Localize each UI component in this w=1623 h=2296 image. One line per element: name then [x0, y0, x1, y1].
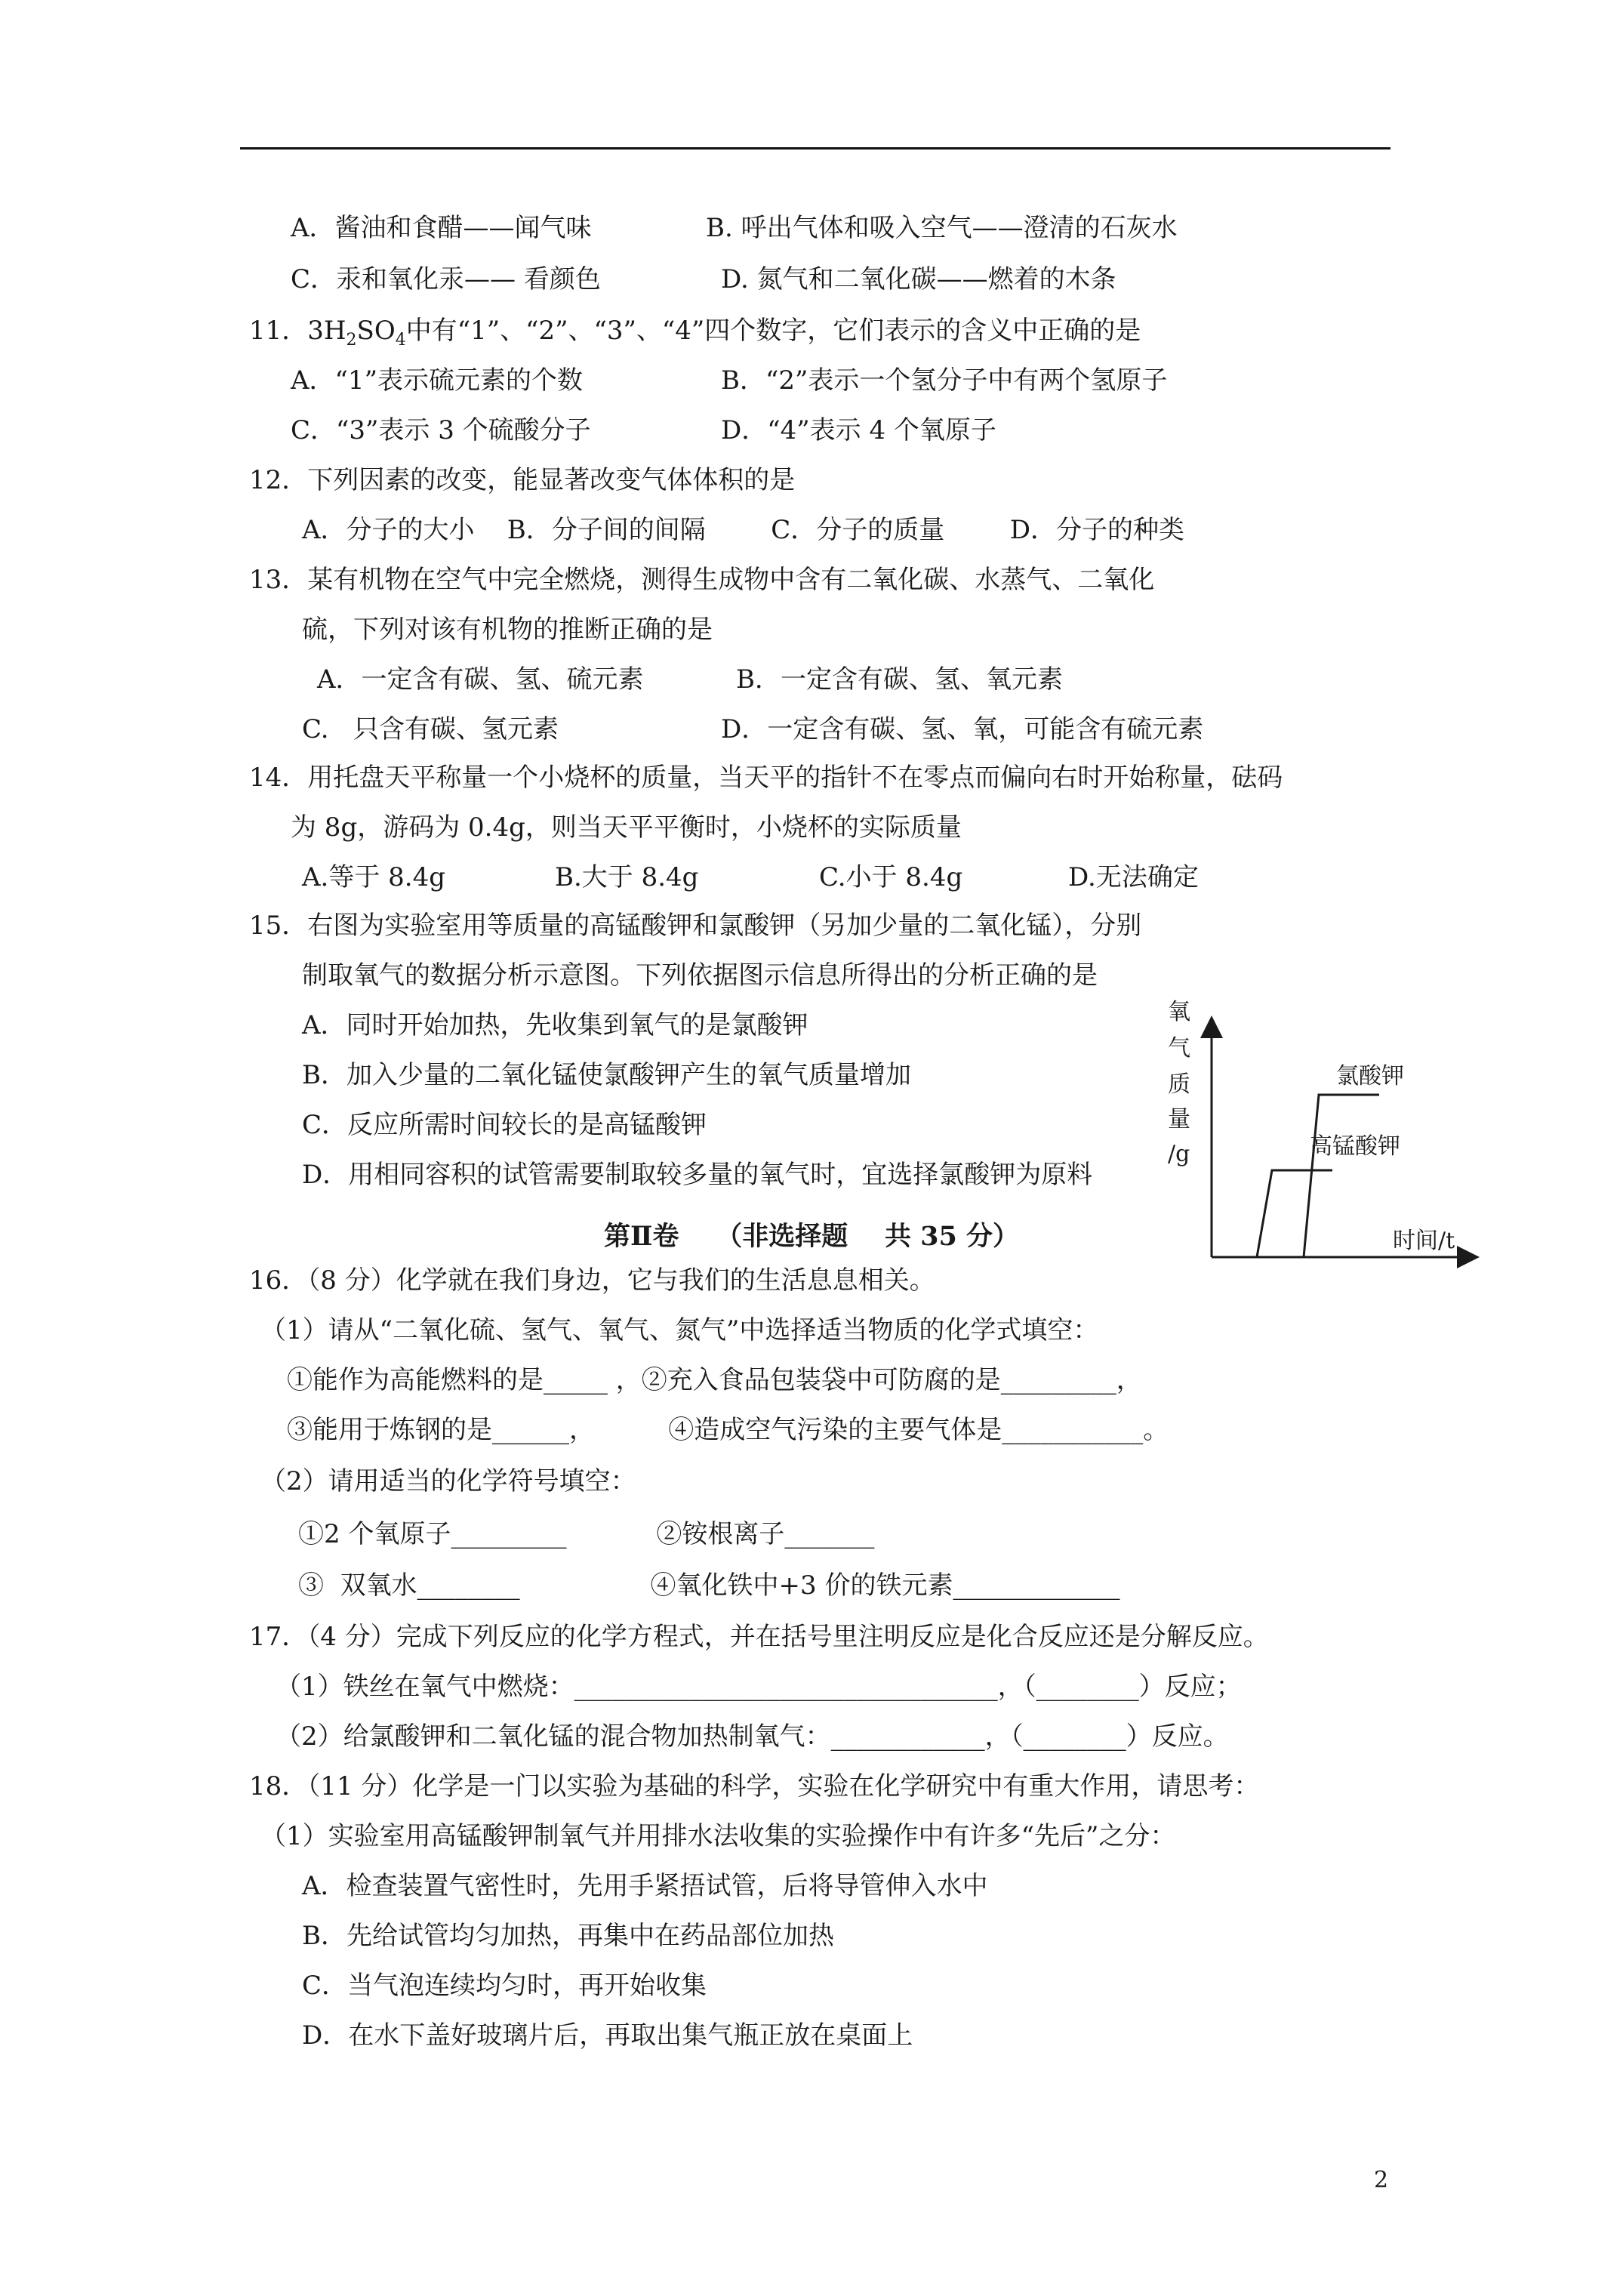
- q10-option-b: B. 呼出气体和吸入空气——澄清的石灰水: [706, 213, 1178, 243]
- y-label-char-2: 气: [1168, 1035, 1190, 1062]
- q18-part-1: （1）实验室用高锰酸钾制氧气并用排水法收集的实验操作中有许多“先后”之分：: [260, 1821, 1176, 1851]
- q18-option-d: D．在水下盖好玻璃片后，再取出集气瓶正放在桌面上: [302, 2020, 913, 2051]
- y-label-char-3: 质: [1168, 1071, 1190, 1098]
- q15-option-c: C．反应所需时间较长的是高锰酸钾: [302, 1110, 707, 1140]
- question-18: 18．（11 分）化学是一门以实验为基础的科学，实验在化学研究中有重大作用，请思考：: [249, 1771, 1260, 1801]
- q13-option-c: C. 只含有碳、氢元素: [302, 714, 559, 744]
- q15-option-d: D．用相同容积的试管需要制取较多量的氧气时，宜选择氯酸钾为原料: [302, 1160, 1093, 1190]
- x-axis-label: 时间/t: [1393, 1228, 1455, 1254]
- q16-part-2-line-a: ①2 个氧原子_________ ②铵根离子_______: [298, 1519, 875, 1549]
- q14-option-b: B.大于 8.4g: [555, 862, 699, 892]
- question-17: 17．（4 分）完成下列反应的化学方程式，并在括号里注明反应是化合反应还是分解反应。: [249, 1622, 1269, 1652]
- q11-option-b: B．“2”表示一个氢分子中有两个氢原子: [721, 365, 1168, 396]
- q16-part-1-line-a: ①能作为高能燃料的是_____ ，②充入食品包装袋中可防腐的是_________，: [287, 1365, 1142, 1395]
- y-label-char-1: 氧: [1168, 999, 1190, 1025]
- q16-part-1-line-b: ③能用于炼钢的是______， ④造成空气污染的主要气体是___________。: [287, 1415, 1169, 1445]
- section-2-title: 第Ⅱ卷 （非选择题 共 35 分）: [604, 1221, 1020, 1252]
- q16-part-2: （2）请用适当的化学符号填空：: [260, 1466, 636, 1496]
- question-13: 13．某有机物在空气中完全燃烧，测得生成物中含有二氧化碳、水蒸气、二氧化: [249, 565, 1155, 595]
- question-11: 11．$3H_2SO_4$中有“1”、“2”、“3”、“4”四个数字，它们表示的含义中正确的是: [249, 316, 1141, 350]
- question-15-cont: 制取氧气的数据分析示意图。下列依据图示信息所得出的分析正确的是: [302, 960, 1098, 991]
- q14-option-a: A.等于 8.4g: [302, 862, 446, 892]
- oxygen-mass-chart: [1159, 989, 1491, 1276]
- y-label-char-4: 量: [1168, 1106, 1190, 1133]
- question-14: 14．用托盘天平称量一个小烧杯的质量，当天平的指针不在零点而偏向右时开始称量，砝码: [249, 763, 1283, 793]
- q18-option-a: A．检查装置气密性时，先用手紧捂试管，后将导管伸入水中: [302, 1871, 988, 1901]
- question-12: 12．下列因素的改变，能显著改变气体体积的是: [249, 465, 796, 495]
- q17-part-1: （1）铁丝在氧气中燃烧：_________________________________，（________）反应；: [276, 1672, 1242, 1702]
- q13-option-d: D．一定含有碳、氢、氧，可能含有硫元素: [721, 714, 1204, 744]
- q10-option-a: A．酱油和食醋——闻气味: [291, 213, 592, 243]
- question-15: 15．右图为实验室用等质量的高锰酸钾和氯酸钾（另加少量的二氧化锰），分别: [249, 911, 1142, 941]
- q11-option-c: C．“3”表示 3 个硫酸分子: [291, 415, 591, 445]
- question-14-cont: 为 8g，游码为 0.4g，则当天平平衡时，小烧杯的实际质量: [291, 812, 962, 843]
- q18-option-b: B．先给试管均匀加热，再集中在药品部位加热: [302, 1921, 834, 1951]
- q18-option-c: C．当气泡连续均匀时，再开始收集: [302, 1971, 707, 2001]
- series-label-kclo3: 氯酸钾: [1336, 1063, 1404, 1089]
- q10-option-c: C．汞和氧化汞—— 看颜色: [291, 264, 601, 294]
- q17-part-2: （2）给氯酸钾和二氧化锰的混合物加热制氧气：____________，（________）反应。: [276, 1721, 1229, 1752]
- header-rule: [240, 147, 1390, 149]
- q13-option-b: B．一定含有碳、氢、氧元素: [736, 664, 1063, 695]
- q13-option-a: A．一定含有碳、氢、硫元素: [317, 664, 644, 695]
- q14-option-d: D.无法确定: [1068, 862, 1199, 892]
- question-16: 16．（8 分）化学就在我们身边，它与我们的生活息息相关。: [249, 1265, 935, 1296]
- q10-option-d: D. 氮气和二氧化碳——燃着的木条: [721, 264, 1116, 294]
- question-13-cont: 硫，下列对该有机物的推断正确的是: [302, 615, 713, 645]
- q11-option-a: A．“1”表示硫元素的个数: [291, 365, 583, 396]
- series-kclo3-line: [1304, 1095, 1379, 1257]
- series-kmno4-line: [1257, 1170, 1332, 1257]
- q12-options: A．分子的大小 B．分子间的间隔 C．分子的质量 D．分子的种类: [302, 515, 1184, 545]
- q16-part-1: （1）请从“二氧化硫、氢气、氧气、氮气”中选择适当物质的化学式填空：: [260, 1315, 1099, 1345]
- y-label-char-5: /g: [1168, 1141, 1190, 1167]
- q16-part-2-line-b: ③ 双氧水________ ④氧化铁中+3 价的铁元素_____________: [298, 1570, 1120, 1601]
- q15-option-a: A．同时开始加热，先收集到氧气的是氯酸钾: [302, 1010, 808, 1040]
- series-label-kmno4: 高锰酸钾: [1310, 1133, 1400, 1160]
- q15-option-b: B．加入少量的二氧化锰使氯酸钾产生的氧气质量增加: [302, 1060, 911, 1090]
- page-number: 2: [1374, 2167, 1389, 2193]
- q11-option-d: D．“4”表示 4 个氧原子: [721, 415, 996, 445]
- q14-option-c: C.小于 8.4g: [819, 862, 963, 892]
